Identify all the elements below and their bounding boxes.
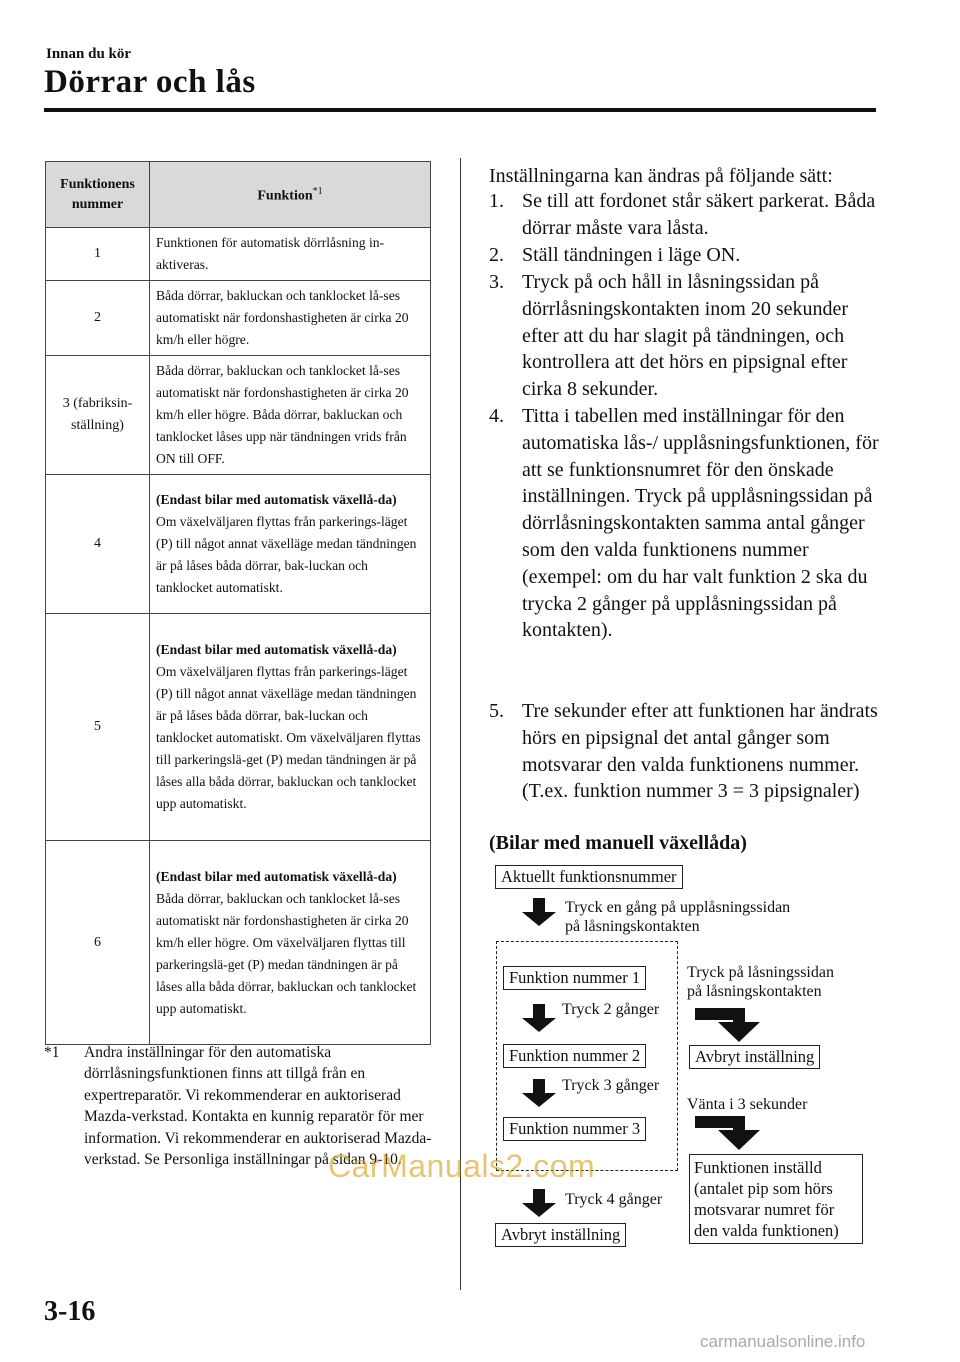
- row-number: 5: [46, 614, 150, 841]
- row-text: Båda dörrar, bakluckan och tanklocket lå-ses automatiskt när fordonshastigheten är cirka 20 km/h eller högre. Om växelväljaren flyttas till parkeringslä-get (P) medan tändningen är på låses alla båda dörrar, bakluckan och tanklocket upp automatiskt.: [156, 890, 417, 1016]
- row-text: Om växelväljaren flyttas från parkerings-läget (P) till något annat växelläge medan tändningen är på låses båda dörrar, bak-luckan och tanklocket automatiskt. Om växelväljaren flyttas till parkeringslä-get (P) medan tändningen är på låses alla båda dörrar, bakluckan och tanklocket upp automatiskt.: [156, 664, 421, 811]
- page-title: Dörrar och lås: [44, 64, 256, 100]
- step-number: 3.: [489, 271, 504, 293]
- step-text: Se till att fordonet står säkert parkerat. Båda dörrar måste vara låsta.: [522, 190, 876, 239]
- function-set-line: (antalet pip som hörs: [694, 1179, 833, 1198]
- lock-press-line: på låsningskontakten: [687, 983, 822, 1000]
- row-lead: (Endast bilar med automatisk växellå-da): [156, 642, 397, 657]
- press-2-label: Tryck 2 gånger: [562, 1001, 660, 1018]
- cancel-setting-box-bottom: Avbryt inställning: [495, 1223, 626, 1247]
- step-number: 4.: [489, 405, 504, 427]
- right-bend-arrows: [695, 1008, 760, 1150]
- instructions-intro: Inställningarna kan ändras på följande sätt:: [489, 165, 833, 187]
- function-set-line: motsvarar numret för: [694, 1200, 835, 1219]
- header-footnote-mark: *1: [312, 186, 323, 198]
- press-once-line: på låsningskontakten: [565, 918, 700, 935]
- header-function-label: Funktion: [257, 188, 313, 204]
- footnote-mark: *1: [44, 1044, 60, 1061]
- header-function-number: Funktionens nummer: [46, 162, 150, 228]
- step-number: 1.: [489, 190, 504, 212]
- arrow-down-icon: [522, 1079, 556, 1107]
- watermark: CarManuals2.com: [328, 1148, 596, 1184]
- row-lead: (Endast bilar med automatisk växellå-da): [156, 492, 397, 507]
- step-text: Tryck på och håll in låsningssidan på dörrlåsningskontakten inom 20 sekunder efter att du har slagit på tändningen, och kontrollera att det hörs en pipsignal efter cirka 8 sekunder.: [522, 271, 849, 401]
- press-once-label: [565, 898, 790, 936]
- site-footer: carmanualsonline.info: [700, 1332, 866, 1351]
- step-text: Titta i tabellen med inställningar för den automatiska lås-/ upplåsningsfunktionen, för att se funktionsnumret för den önskade inställningen. Tryck på upplåsningssidan på dörrlåsningskontakten samma antal gånger som den valda funktionens nummer (exempel: om du har valt funktion 2 ska du trycka 2 gånger på upplåsningssidan på kontakten).: [522, 405, 879, 642]
- function-set-line: Funktionen inställd: [694, 1158, 822, 1177]
- function-set-box: [689, 1154, 863, 1244]
- step-number: 5.: [489, 700, 504, 722]
- step-number: 2.: [489, 244, 504, 266]
- row-number: 4: [46, 475, 150, 614]
- row-description: Båda dörrar, bakluckan och tanklocket lå-ses automatiskt när fordonshastigheten är cirka 20 km/h eller högre.: [150, 281, 431, 356]
- current-function-box: Aktuellt funktionsnummer: [495, 865, 683, 889]
- manual-transmission-heading: (Bilar med manuell växellåda): [489, 832, 747, 854]
- press-3-label: Tryck 3 gånger: [562, 1077, 660, 1094]
- row-number: 3 (fabriksin-ställning): [46, 356, 150, 475]
- row-description: Funktionen för automatisk dörrlåsning in-aktiveras.: [150, 228, 431, 281]
- cancel-setting-box-right: Avbryt inställning: [689, 1045, 820, 1069]
- arrow-down-icon: [522, 1189, 556, 1217]
- function-2-box: Funktion nummer 2: [503, 1044, 646, 1068]
- step-text: Ställ tändningen i läge ON.: [522, 244, 741, 266]
- function-1-box: Funktion nummer 1: [503, 966, 646, 990]
- lock-press-label: [687, 963, 834, 1001]
- row-number: 6: [46, 841, 150, 1045]
- function-set-line: den valda funktionen): [694, 1221, 839, 1240]
- press-once-line: Tryck en gång på upplåsningssidan: [565, 899, 791, 916]
- function-3-box: Funktion nummer 3: [503, 1117, 646, 1141]
- step-text: Tre sekunder efter att funktionen har ändrats hörs en pipsignal det antal gånger som motsvarar den valda funktionens nummer. (T.ex. funktion nummer 3 = 3 pipsignaler): [522, 700, 878, 803]
- bend-arrow-icon: [695, 1116, 760, 1150]
- section-label: Innan du kör: [46, 46, 132, 62]
- bend-arrow-icon: [695, 1008, 760, 1042]
- footnote-text: Andra inställningar för den automatiska dörrlåsningsfunktionen finns att tillgå från en expertreparatör. Vi rekommenderar en auktoriserad Mazda-verkstad. Kontakta en kunnig reparatör för mer information. Vi rekommenderar en auktoriserad Mazda-verkstad. Se Personliga inställningar på sidan 9-10.: [84, 1044, 432, 1169]
- arrow-down-icon: [522, 898, 556, 926]
- press-4-label: Tryck 4 gånger: [565, 1191, 663, 1208]
- row-number: 2: [46, 281, 150, 356]
- row-number: 1: [46, 228, 150, 281]
- row-description: Båda dörrar, bakluckan och tanklocket lå-ses automatiskt när fordonshastigheten är cirka 20 km/h eller högre. Båda dörrar, bakluckan och tanklocket låses upp när tändningen vrids från ON till OFF.: [150, 356, 431, 475]
- wait-label: Vänta i 3 sekunder: [687, 1096, 808, 1113]
- row-text: Om växelväljaren flyttas från parkerings-läget (P) till något annat växelläge medan tändningen är på låses båda dörrar, bak-luckan och tanklocket automatiskt.: [156, 514, 417, 595]
- page-number: 3-16: [44, 1296, 96, 1327]
- arrow-down-icon: [522, 1004, 556, 1032]
- row-lead: (Endast bilar med automatisk växellå-da): [156, 868, 397, 884]
- lock-press-line: Tryck på låsningssidan: [687, 964, 834, 981]
